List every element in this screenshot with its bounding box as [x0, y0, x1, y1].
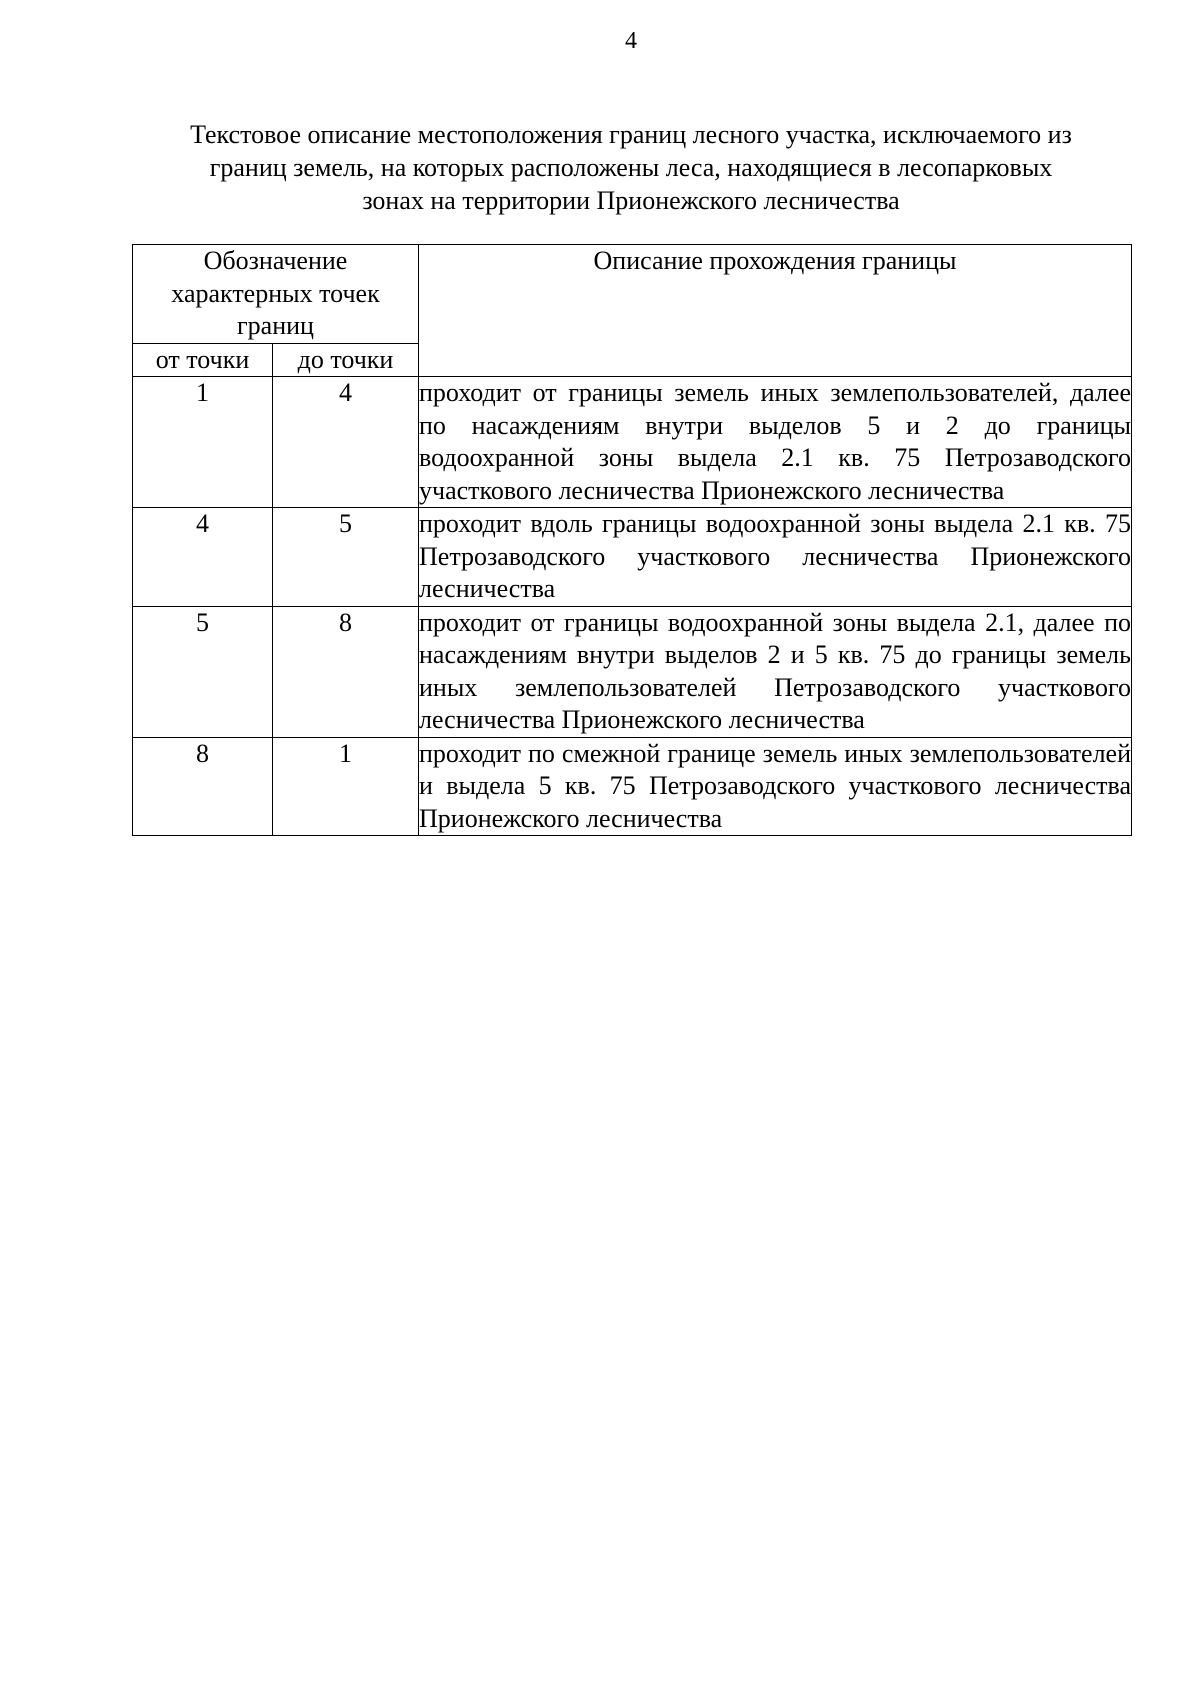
from-point-cell: 4	[133, 508, 273, 607]
to-point-cell: 8	[273, 606, 419, 737]
description-cell: проходит вдоль границы водоохранной зоны выдела 2.1 кв. 75 Петрозаводского участкового лесничества Прионежского лесничества	[419, 508, 1132, 607]
description-cell: проходит от границы земель иных землепользователей, далее по насаждениям внутри выделов 5 и 2 до границы водоохранной зоны выдела 2.1 кв. 75 Петрозаводского участкового лесничества Прионежского лесничества	[419, 377, 1132, 508]
page-number: 4	[625, 28, 637, 54]
table-row	[133, 606, 1132, 737]
table-row	[133, 377, 1132, 508]
from-point-cell: 1	[133, 377, 273, 508]
to-point-cell: 1	[273, 737, 419, 836]
description-cell: проходит по смежной границе земель иных землепользователей и выдела 5 кв. 75 Петрозаводского участкового лесничества Прионежского лесничества	[419, 737, 1132, 836]
document-title-line: зонах на территории Прионежского лесничества	[362, 186, 900, 215]
header-boundary-description: Описание прохождения границы	[419, 245, 1132, 377]
table-row	[133, 737, 1132, 836]
table-header-row	[133, 245, 1132, 344]
document-title	[130, 118, 1132, 217]
to-point-cell: 5	[273, 508, 419, 607]
header-to-point: до точки	[273, 343, 419, 377]
table-row	[133, 508, 1132, 607]
document-title-line: границ земель, на которых расположены леса, находящиеся в лесопарковых	[209, 153, 1053, 182]
from-point-cell: 5	[133, 606, 273, 737]
description-cell: проходит от границы водоохранной зоны выдела 2.1, далее по насаждениям внутри выделов 2 и 5 кв. 75 до границы земель иных землепользователей Петрозаводского участкового лесничества Прионежского лесничества	[419, 606, 1132, 737]
boundary-description-table	[132, 244, 1132, 836]
document-title-line: Текстовое описание местоположения границ лесного участка, исключаемого из	[190, 120, 1072, 149]
from-point-cell: 8	[133, 737, 273, 836]
header-point-designation: Обозначение характерных точек границ	[133, 245, 419, 344]
header-from-point: от точки	[133, 343, 273, 377]
to-point-cell: 4	[273, 377, 419, 508]
